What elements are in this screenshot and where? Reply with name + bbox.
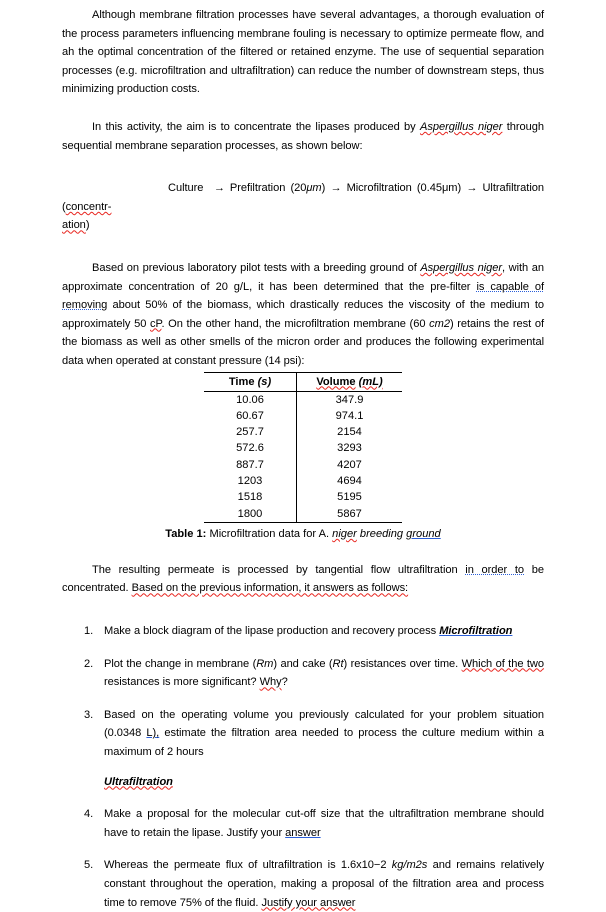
flow-step-ultrafiltration: Ultrafiltration ( [62, 182, 544, 213]
flow-arrow-2-icon: → [330, 182, 342, 195]
spacer [62, 235, 544, 259]
organism-name-italic: Aspergillus niger [419, 120, 503, 133]
questions-list [62, 622, 544, 912]
cell-volume: 974.1 [335, 409, 364, 422]
cell-time: 257.7 [204, 424, 297, 440]
cell-volume: 3293 [337, 442, 362, 455]
permeate-text-1: The resulting permeate is processed by tangential flow ultrafiltration [92, 563, 466, 576]
pilot-text-4: . On the other hand, the microfiltration membrane (60 [161, 317, 430, 330]
spacer [62, 598, 544, 622]
cell-time: 1203 [204, 473, 297, 489]
flow-step-prefiltration: Prefiltration (20 [229, 182, 307, 195]
organism-name-italic: Aspergillus niger [420, 261, 503, 274]
spacer [62, 99, 544, 118]
q3-subline [104, 773, 544, 792]
q3-emphasis: Ultrafiltration [104, 775, 173, 788]
membrane-area-unit: cm2 [429, 317, 450, 330]
q5-units: kg/m2s [391, 859, 428, 872]
cell-volume: 4694 [337, 474, 362, 487]
microfiltration-table-wrapper [62, 372, 544, 523]
table-row [204, 457, 402, 473]
paragraph-permeate [62, 561, 544, 598]
caption-text: Microfiltration data for A. [206, 527, 333, 540]
q4-linked-answer: answer [285, 826, 321, 839]
flow-arrow-3-icon: → [466, 182, 478, 195]
table-row [204, 506, 402, 523]
flow-step-microfiltration: Microfiltration (0.45μm) [346, 182, 462, 195]
flow-step1-unit: μm [306, 182, 322, 195]
table-row [204, 440, 402, 456]
q5-text-b: and remains relatively constant throughout the operation, making a proposal of the filtration area and process time to remove 75% of the fluid. [104, 859, 544, 909]
cell-time: 10.06 [204, 391, 297, 408]
question-item-4 [62, 805, 544, 842]
q2-text-e: ? [281, 676, 288, 689]
table-header-row [204, 372, 402, 391]
q4-text-a: Make a proposal for the molecular cut-off size that the ultrafiltration membrane should have to retain the lipase. Justify your [104, 808, 544, 839]
column-header-time [204, 372, 297, 391]
caption-label: Table 1: [165, 527, 207, 540]
grammar-suggestion-capable: is capable of removing [62, 280, 545, 312]
microfiltration-data-table [204, 372, 402, 523]
q2-text-d: resistances is more significant? [104, 676, 260, 689]
spacer [62, 542, 544, 561]
q5-spell-justify: Justify your answer [261, 896, 356, 909]
spacer [62, 155, 544, 179]
activity-text-a: In this activity, the aim is to concentrate the lipases produced by [92, 120, 420, 133]
flow-step3-close: ) [85, 219, 90, 232]
pilot-text-5: ) retains the rest of the biomass as well as other smells of the micron order and produces the following experimental data when operated at constant pressure (14 psi): [62, 317, 544, 367]
grammar-suggestion-inorderto: in order to [465, 563, 525, 576]
header-volume-label: Volume [316, 375, 356, 388]
flow-step3-word-b: ation [62, 219, 86, 232]
q2-text-a: Plot the change in membrane ( [104, 657, 257, 670]
spellcheck-based-on-previous: Based on the previous information, it answers as follows: [131, 582, 409, 595]
q2-variable-rt: Rt [332, 657, 344, 670]
caption-organism: niger [332, 527, 357, 540]
cell-volume: 2154 [337, 426, 362, 439]
header-time-label: Time [228, 375, 255, 388]
q1-emphasis: Microfiltration [439, 625, 513, 638]
q5-text-a: Whereas the permeate flux of ultrafiltration is 1.6x10−2 [104, 859, 392, 872]
q2-text-c: ) resistances over time. [343, 657, 462, 670]
activity-text-b: through sequential membrane separation processes, as shown below: [62, 120, 544, 152]
cell-time: 1800 [204, 506, 297, 523]
permeate-text-2: be concentrated. [62, 563, 544, 595]
q1-text: Make a block diagram of the lipase production and recovery process [104, 625, 440, 638]
header-volume-unit: (mL) [358, 375, 383, 388]
flow-culture: Culture [168, 182, 204, 195]
table-row [204, 489, 402, 505]
viscosity-unit-cp: cP [150, 317, 162, 330]
cell-time: 60.67 [204, 408, 297, 424]
question-item-2 [62, 655, 544, 692]
q3-linked-volume: L), [146, 727, 160, 740]
cell-volume: 4207 [337, 458, 362, 471]
process-flow-line [62, 179, 544, 216]
question-item-1 [62, 622, 544, 641]
cell-volume: 5195 [337, 491, 362, 504]
question-item-3 [62, 706, 544, 791]
paragraph-pilot-tests [62, 259, 544, 371]
q2-spell-why: Why [259, 676, 282, 689]
q2-variable-rm: Rm [256, 657, 274, 670]
table-header [204, 372, 402, 391]
paragraph-intro: Although membrane filtration processes have several advantages, a thorough evaluation of the process parameters influencing membrane fouling is necessary to optimize permeate flow, and ah the optimal concentration of the filtered or retained enzyme. The use of sequential separation processes (e.g. microfiltration and ultrafiltration) can reduce the number of downstream steps, thus minimizing production costs. [62, 9, 544, 96]
cell-time: 887.7 [204, 457, 297, 473]
q2-text-b: ) and cake ( [273, 657, 333, 670]
pilot-text-3: about 50% of the biomass, which drastically reduces the viscosity of the medium to approximately 50 [62, 299, 544, 330]
caption-linked-word: ground [406, 527, 441, 540]
pilot-text-2: , with an approximate concentration of 20 g/L, it has been determined that the pre-filter [62, 261, 544, 293]
cell-time: 1518 [204, 489, 297, 505]
paragraph-activity [62, 118, 544, 155]
pilot-text-1: Based on previous laboratory pilot tests with a breeding ground of [92, 261, 421, 274]
cell-volume: 347.9 [335, 393, 364, 406]
table-row [204, 408, 402, 424]
column-header-volume [297, 372, 403, 391]
question-item-5 [62, 856, 544, 912]
header-time-unit: (s) [257, 375, 272, 388]
table-body [204, 391, 402, 522]
table-row [204, 424, 402, 440]
cell-volume: 5867 [297, 506, 403, 523]
q3-text-a: Based on the operating volume you previously calculated for your problem situation (0.0348 [104, 708, 544, 740]
table-caption [62, 526, 544, 542]
flow-step1-close: ) [321, 182, 326, 195]
flow-arrow-1-icon: → [213, 182, 225, 195]
flow-step3-word-a: concentr- [65, 200, 112, 213]
table-row [204, 473, 402, 489]
table-row [204, 391, 402, 408]
process-flow-continuation [62, 216, 544, 235]
cell-time: 572.6 [204, 440, 297, 456]
caption-text-2: breeding [356, 527, 407, 540]
q3-text-b: estimate the filtration area needed to process the culture medium within a maximum of 2 hours [104, 727, 544, 759]
q2-grammar-phrase: Which of the two [461, 657, 544, 670]
